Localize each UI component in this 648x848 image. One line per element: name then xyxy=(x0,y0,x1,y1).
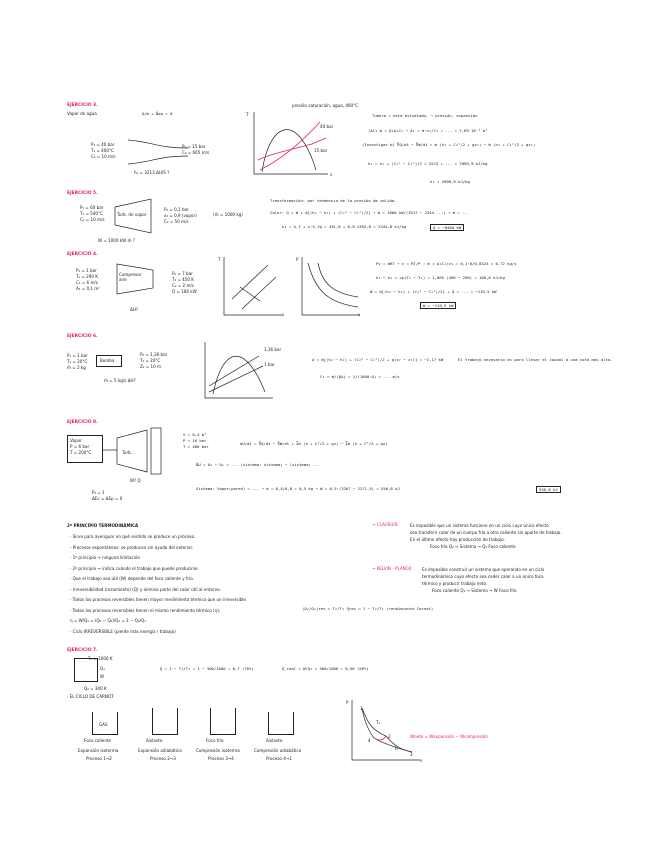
bullet-item: · 1º principio → ninguna limitación xyxy=(70,555,141,560)
ex6-bottom: ṁ = 5 kg/s ΔH? xyxy=(104,378,136,383)
ex5-right-3: h₂ = h_f + x·h_fg = 191,8 + 0,9·2392,8 = 2344,8 kJ/kg xyxy=(282,224,407,229)
ex4-device: Compresor aire xyxy=(119,272,142,282)
exercise-8-title: EJERCICIO 8. xyxy=(67,420,98,425)
ex6-device: Bomba xyxy=(100,358,115,363)
stage-tag: Foco frío xyxy=(206,738,224,743)
outlet-heat: Q = 180 kW xyxy=(172,289,197,294)
outlet-temperature: T₂ = 450 K xyxy=(172,277,194,282)
inlet-pressure: P₁ = 60 bar xyxy=(80,205,104,210)
stage-caption: Proceso 2→3 xyxy=(150,756,176,761)
clausius-line: Es imposible que un sistema funcione en un ciclo cuyo único efecto xyxy=(410,523,549,528)
carnot-equation: (Q₂/Q₁)rev = T₂/T₁ ηrev = 1 − T₂/T₁ (rendimiento Carnot) xyxy=(302,606,434,611)
stage-name: Expansión isoterma xyxy=(78,748,119,753)
stage-caption: Proceso 3→4 xyxy=(208,756,234,761)
pv-point-4: 4 xyxy=(368,738,371,743)
stage-tag: Foco caliente xyxy=(84,738,112,743)
given-temperature: T = 400 bar xyxy=(183,444,209,449)
exercise-3-title: EJERCICIO 3. xyxy=(67,103,98,108)
ex8-right-4: dU/dt = δQ/dt − δW/dt + Σṁ (h + C²/2 + gz) − Σṁ (h + C²/2 + gz) xyxy=(240,441,388,446)
vapor-temperature: T = 200°C xyxy=(70,450,92,455)
cylinder xyxy=(152,708,178,735)
inlet-temperature: T₁ = 400°C xyxy=(91,148,114,153)
ex4-axis-P: P xyxy=(296,257,299,262)
ex4-bottom: ΔH? xyxy=(130,307,139,312)
ex8-mid: W? Q xyxy=(130,478,141,483)
pv-point-3: 3 xyxy=(410,752,413,757)
ex6-right-2: El trabajo necesario es para llevar el caudal a una cota más alta. xyxy=(458,357,613,362)
ex4-result: W = −119,5 kW xyxy=(420,302,456,309)
clausius-line: Foco frío Q₂ → Sistema → Q₁ Foco caliente xyxy=(430,544,516,549)
pv-axis-v: v xyxy=(420,758,423,763)
ex3-right-5: h₂ = 2990,9 kJ/kg xyxy=(430,179,470,184)
given-pressure: P = 16 bar xyxy=(183,438,207,443)
ex4-axis-v: v xyxy=(358,312,361,317)
given-volume: V = 0,4 m³ xyxy=(183,432,207,437)
exercise-3-equation: Q/m + Δep = 0 xyxy=(142,111,173,116)
inlet-velocity: C₁ = 10 m/s xyxy=(80,217,105,222)
ex3-right-4: h₂ = h₁ + (C₁² − C₂²)/2 = 3213 + ... = 2990,9 kJ/kg xyxy=(368,161,488,166)
cylinder xyxy=(268,712,294,735)
planck-line: Foco caliente Q₁ → Sistema → W Foco frío xyxy=(432,588,517,593)
exercise-4-title: EJERCICIO 4. xyxy=(67,252,98,257)
outlet-energy: ΔEc = ΔEp = 0 xyxy=(92,496,123,501)
outlet-quality: x₂ = 0,9 (vapor) xyxy=(164,213,197,218)
outlet-pressure: P₂ = 1 xyxy=(92,490,105,495)
pv-point-1: 1 xyxy=(360,706,363,711)
exercise-5-title: EJERCICIO 5. xyxy=(67,191,98,196)
ex4-axis-T: T xyxy=(218,257,221,262)
stage-name: Compresión adiabática xyxy=(254,748,302,753)
inlet-temperature: T₁ = 290 K xyxy=(76,274,98,279)
pv-isotherm-t1: T₁ xyxy=(376,720,381,725)
ex3-axis-s: s xyxy=(330,172,333,177)
pv-axis-P: P xyxy=(346,700,349,705)
ex3-right-2: (A1) ṁ = ρ₁A₁C₁ → A₁ = ṁ·v₁/C₁ = ... = 7,69·10⁻³ m² xyxy=(368,128,488,133)
ex5-right-2: Calor: Q̇ = Ẇ + ṁ[(h₂ − h₁) + (C₂² − C₁²)/2] → ṁ = 1000 kW/(3517 − 2344 ...) → ṁ = ... xyxy=(270,210,470,215)
inlet-velocity: C₁ = 10 m/s xyxy=(91,154,116,159)
inlet-area: A₁ = 0,1 m² xyxy=(76,286,100,291)
inlet-temperature: T₁ = 540°C xyxy=(80,211,103,216)
bullet-item: · Todos los procesos reversibles tienen mayor rendimiento térmico que un irreversible. xyxy=(70,597,248,602)
heat-engine-box xyxy=(74,658,98,682)
carnot-cycle-title: · EL CICLO DE CARNOT xyxy=(67,694,114,699)
ex3-label-15bar: 15 bar xyxy=(314,148,328,153)
ex8-right-5: ΔU = U₂ − U₁ = ... (sistema: sistema) − (sistema) ... xyxy=(196,462,321,467)
vapor-label: Vapor xyxy=(70,438,82,443)
planck-line: térmico y producir trabajo neto. xyxy=(422,581,488,586)
inlet-temperature: T₁ = 20°C xyxy=(67,359,88,364)
ex5-right-1: Transformación: por tendencia de la presión de salida. xyxy=(270,198,397,203)
ex7-q1: Q₁ xyxy=(100,666,105,671)
inlet-pressure: P₁ = 1 bar xyxy=(76,268,97,273)
second-law-heading: 2º PRINCIPIO TERMODINÁMICA xyxy=(67,523,139,528)
exercise-3-bottom: h₁ = 3213 ΔH/S ? xyxy=(134,170,170,175)
stage-name: Compresión isoterma xyxy=(196,748,240,753)
bullet-item: · Todos los procesos reversibles tienen el mismo rendimiento térmico (η): xyxy=(70,607,221,613)
ex3-right-3: (Investigar b) δQ/dt − δW/dt = ṁ (h₂ + C₂²/2 + gz₂) − ṁ (h₁ + C₁²/2 + gz₁) xyxy=(362,142,536,147)
kelvin-planck-title: → KELVIN - PLANCK: xyxy=(372,566,413,571)
ex3-chart-label: presión saturación, agua, 400°C xyxy=(292,103,359,108)
exercise-6-title: EJERCICIO 6. xyxy=(67,334,98,339)
bullet-item: · 2º principio → indica cuándo el trabajo que puede producirse. xyxy=(70,565,199,571)
ex7-w: W xyxy=(100,674,105,679)
inlet-mass: ṁ = 2 kg xyxy=(67,365,86,370)
clausius-title: → CLAUSIUS: xyxy=(372,522,399,527)
cylinder xyxy=(210,708,236,735)
planck-line: Es imposible construir un sistema que operando en un ciclo xyxy=(422,567,545,572)
stage-tag: Aislante xyxy=(266,738,283,743)
ex6-label-136bar: 1,36 bar xyxy=(264,347,282,352)
stage-tag: Aislante xyxy=(146,738,163,743)
vapor-pressure: P = 6 bar xyxy=(70,444,90,449)
ex7-efficiency-real: η_real = W/Q₁ = 560/1000 = 0,56 (56%) xyxy=(282,666,369,671)
outlet-pressure: P₂ = 15 bar xyxy=(182,144,206,149)
bullet-item: · Sirve para averiguar en qué sentido se produce un proceso. xyxy=(70,534,196,539)
outlet-pressure: P₂ = 0,1 bar xyxy=(164,207,189,212)
inlet-velocity: C₁ = 6 m/s xyxy=(76,280,98,285)
ex8-right-6: Sistema: Vapor(pared) = ... → ṁ = 0,4/0,8 = 0,5 kg → W = 0,5·(3267 − 2271,5) = 556,8 kJ xyxy=(196,486,400,491)
outlet-velocity: C₂ = 665 m/s xyxy=(182,150,210,155)
bullet-item: η = W/Q₁ = (Q₁ − Q₂)/Q₁ = 1 − Q₂/Q₁ xyxy=(70,618,146,623)
pv-isotherm-t2: T₂ xyxy=(394,746,399,751)
ex3-right-1: Tubera = está estudiado, → presión, expansión xyxy=(372,113,478,118)
inlet-pressure: P₁ = 40 bar xyxy=(91,142,115,147)
ex4-right-3: Ẇ = ṁ[(h₂ − h₁) + (C₂² − C₁²)/2] + Q̇ = ... = −119,5 kW xyxy=(370,289,497,294)
cylinder-label: GAS xyxy=(99,722,108,727)
ex6-label-1bar: 1 bar xyxy=(264,362,275,367)
bullet-item: - Procesos espontáneos: se producen sin ayuda del exterior. xyxy=(70,544,194,550)
stage-caption: Proceso 1→2 xyxy=(86,756,112,761)
stage-caption: Proceso 4→1 xyxy=(266,756,292,761)
ex4-axis-s: s xyxy=(282,312,285,317)
outlet-pressure: P₂ = 7 bar xyxy=(172,271,193,276)
outlet-velocity: C₂ = 2 m/s xyxy=(172,283,194,288)
ex3-label-40bar: 40 bar xyxy=(320,124,334,129)
inlet-pressure: P₁ = 1 bar xyxy=(67,353,88,358)
exercise-3-subtitle: Vapor de agua xyxy=(67,111,97,116)
bullet-item: - Irreversibilidad (rozamiento) (Q) y elimina parte del calor útil al entorno. xyxy=(70,586,222,592)
stage-name: Expansión adiabática xyxy=(138,748,182,753)
outlet-velocity: C₂ = 50 m/s xyxy=(164,219,189,224)
ex5-mass-note: (ṁ = 1000 kg) xyxy=(213,212,243,217)
exercise-7-title: EJERCICIO 7. xyxy=(67,648,98,653)
ex5-result: Q = −8460 kW xyxy=(430,224,464,231)
ex7-q2: Q₂ = 300 K xyxy=(84,686,107,691)
clausius-line: En el último efecto hay producción de trabajo. xyxy=(410,537,505,542)
outlet-elevation: Z₂ = 10 m xyxy=(140,364,161,369)
ex5-device: Turb. de vapor xyxy=(117,212,147,217)
ex7-efficiency-carnot: η = 1 − T₂/T₁ = 1 − 300/1000 = 0,7 (70%) xyxy=(160,666,254,671)
planck-line: termodinámico cuyo efecto sea ceder calor a un único foco xyxy=(422,574,544,579)
ex4-right-1: Pv = mRT → v = RT/P ; ṁ = A₁C₁/v₁ = 0,1·6/0,8324 = 0,72 kg/s xyxy=(376,261,517,266)
ex4-right-2: h₂ − h₁ = cp(T₂ − T₁) = 1,005 (450 − 290) = 160,8 kJ/kg xyxy=(376,275,505,280)
ex6-right-3: C₂ = ṁ/(ρA) = 1/(1000·A) = ... m/s xyxy=(320,374,400,379)
outlet-pressure: P₂ = 1,36 bar xyxy=(140,352,168,357)
ex5-bottom: W = 1000 kW ṁ ? xyxy=(98,238,135,243)
bullet-item: · Que el trabajo sea útil (W) depende del foco caliente y frío. xyxy=(70,576,194,581)
pv-point-2: 2 xyxy=(388,734,391,739)
clausius-line: sea transferir calor de un cuerpo frío a otro caliente sin aporte de trabajo. xyxy=(410,530,562,535)
ex6-right-1: ẇ = ṁ[(h₂ − h₁) + (C₂² − C₁²)/2 + g(z₂ − z₁)] = −2,17 kW xyxy=(312,357,444,362)
ex7-t1: T₁ = 1000 K xyxy=(88,656,113,661)
ex8-device: Turb. xyxy=(122,450,133,455)
bullet-item: · Ciclo IRREVERSIBLE (pierde más energía / trabajo) xyxy=(70,628,176,634)
pv-net-work-note: Wneto = Wexpansión − Wcompresión xyxy=(410,734,488,739)
outlet-temperature: T₂ = 20°C xyxy=(140,358,161,363)
ex8-result: 556,8 kJ xyxy=(536,486,561,493)
ex3-axis-T: T xyxy=(246,112,249,117)
